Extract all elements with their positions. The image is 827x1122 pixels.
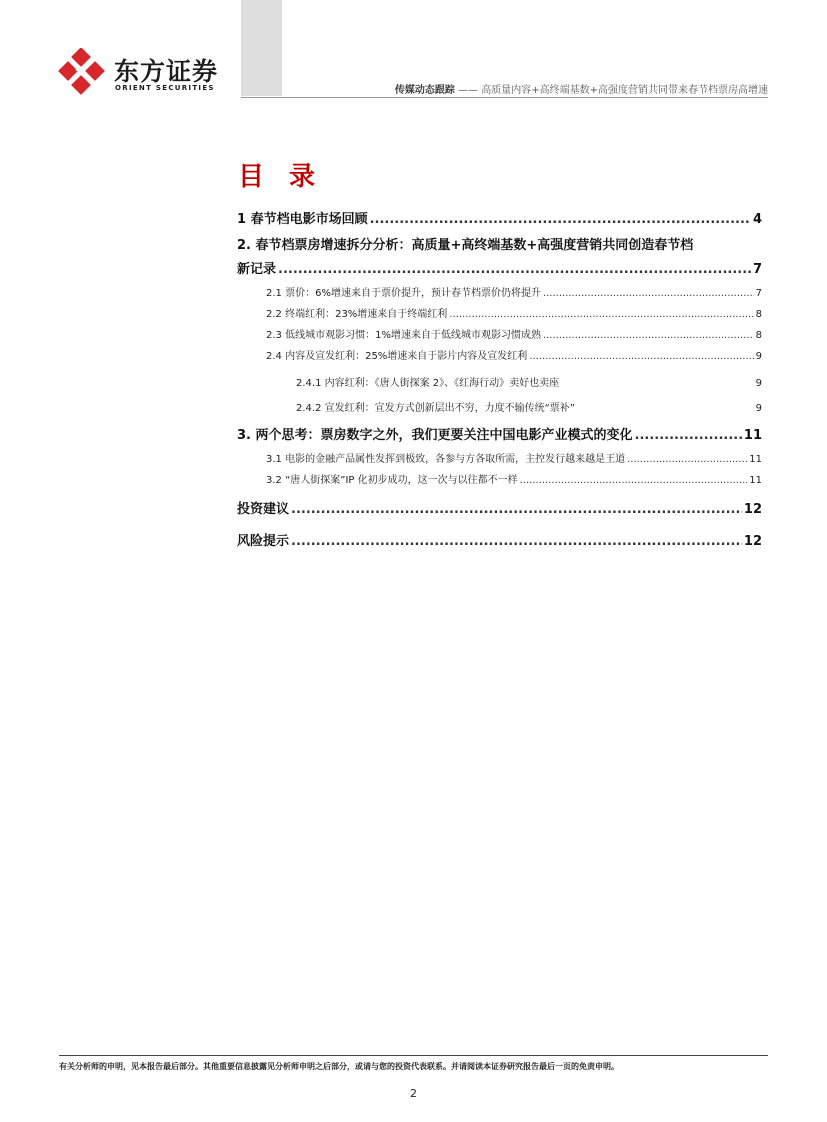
toc-entry-2-4-2[interactable] <box>237 399 762 424</box>
toc-entry-page: 8 <box>755 330 762 341</box>
toc-entry-2-4-1[interactable] <box>237 374 762 399</box>
toc-entry-title: 1 春节档电影市场回顾 <box>237 212 368 227</box>
toc-entry-page: 11 <box>749 475 762 486</box>
toc-entry-page: 12 <box>743 502 762 517</box>
company-logo <box>58 48 258 98</box>
toc-entry-title: 2.4.1 内容红利：《唐人街探案 2》、《红海行动》卖好也卖座 <box>296 378 560 389</box>
toc-entry-2-2[interactable] <box>237 305 762 326</box>
toc-entry-2[interactable] <box>237 258 762 284</box>
toc-entry-2-4[interactable] <box>237 347 762 368</box>
toc-entry-page: 11 <box>743 428 762 443</box>
toc-entry-title: 2.1 票价：6%增速来自于票价提升，预计春节档票价仍将提升 <box>266 288 541 299</box>
toc-entry-2-1[interactable] <box>237 284 762 305</box>
logo-chinese-name: 东方证券 <box>114 57 219 86</box>
toc-leader <box>370 212 751 227</box>
toc-entry-title: 3. 两个思考：票房数字之外，我们更要关注中国电影产业模式的变化 <box>237 428 633 443</box>
toc-title: 目 录 <box>238 162 324 192</box>
toc-entry-2-3[interactable] <box>237 326 762 347</box>
toc-leader <box>449 309 753 320</box>
toc-leader <box>635 428 742 443</box>
toc-leader <box>543 330 754 341</box>
orient-logo-icon <box>58 48 106 96</box>
toc-entry-1[interactable] <box>237 208 762 234</box>
report-title: 高质量内容+高终端基数+高强度营销共同带来春节档票房高增速 <box>481 85 768 96</box>
toc-entry-page: 9 <box>755 351 762 362</box>
report-header <box>395 81 768 96</box>
toc-entry-3-1[interactable] <box>237 450 762 471</box>
toc-leader <box>529 351 753 362</box>
page-number: 2 <box>410 1087 417 1100</box>
header-separator: —— <box>458 85 479 96</box>
footer-disclaimer: 有关分析师的申明，见本报告最后部分。其他重要信息披露见分析师申明之后部分，或请与您的投资代表联系。并请阅读本证券研究报告最后一页的免责申明。 <box>59 1062 619 1071</box>
toc-entry-title: 3.2 “唐人街探案”IP 化初步成功，这一次与以往都不一样 <box>266 475 518 486</box>
toc-entry-3-2[interactable] <box>237 471 762 492</box>
toc-leader <box>278 262 751 277</box>
toc-entry-title: 新记录 <box>237 262 277 277</box>
toc-entry-page: 7 <box>755 288 762 299</box>
toc-leader <box>291 502 742 517</box>
logo-english-name: ORIENT SECURITIES <box>115 84 215 92</box>
toc-entry-title: 2.4.2 宣发红利：宣发方式创新层出不穷，力度不输传统“票补” <box>296 403 575 414</box>
toc-entry-page: 7 <box>752 262 762 277</box>
toc-entry-2-line1[interactable]: 2. 春节档票房增速拆分分析：高质量+高终端基数+高强度营销共同创造春节档 <box>237 238 694 253</box>
table-of-contents <box>237 208 762 556</box>
toc-leader <box>520 475 748 486</box>
toc-entry-title: 2.4 内容及宣发红利：25%增速来自于影片内容及宣发红利 <box>266 351 528 362</box>
header-divider <box>241 97 768 98</box>
toc-leader <box>543 288 754 299</box>
footer-divider <box>59 1055 768 1056</box>
toc-entry-title: 2.3 低线城市观影习惯：1%增速来自于低线城市观影习惯成熟 <box>266 330 541 341</box>
toc-leader <box>291 534 742 549</box>
toc-entry-page: 11 <box>749 454 762 465</box>
toc-entry-title: 2.2 终端红利：23%增速来自于终端红利 <box>266 309 448 320</box>
toc-entry-page: 12 <box>743 534 762 549</box>
toc-entry-title: 风险提示 <box>237 534 290 549</box>
report-category: 传媒动态跟踪 <box>394 85 455 96</box>
toc-entry-risk-warning[interactable] <box>237 530 762 556</box>
toc-entry-investment-advice[interactable] <box>237 498 762 524</box>
toc-entry-3[interactable] <box>237 424 762 450</box>
toc-leader <box>627 454 747 465</box>
toc-entry-page: 9 <box>755 378 762 389</box>
toc-entry-title: 3.1 电影的金融产品属性发挥到极致，各参与方各取所需，主控发行越来越是王道 <box>266 454 626 465</box>
toc-entry-page: 8 <box>755 309 762 320</box>
toc-entry-title: 投资建议 <box>237 502 290 517</box>
toc-entry-page: 4 <box>752 212 762 227</box>
toc-entry-page: 9 <box>755 403 762 414</box>
